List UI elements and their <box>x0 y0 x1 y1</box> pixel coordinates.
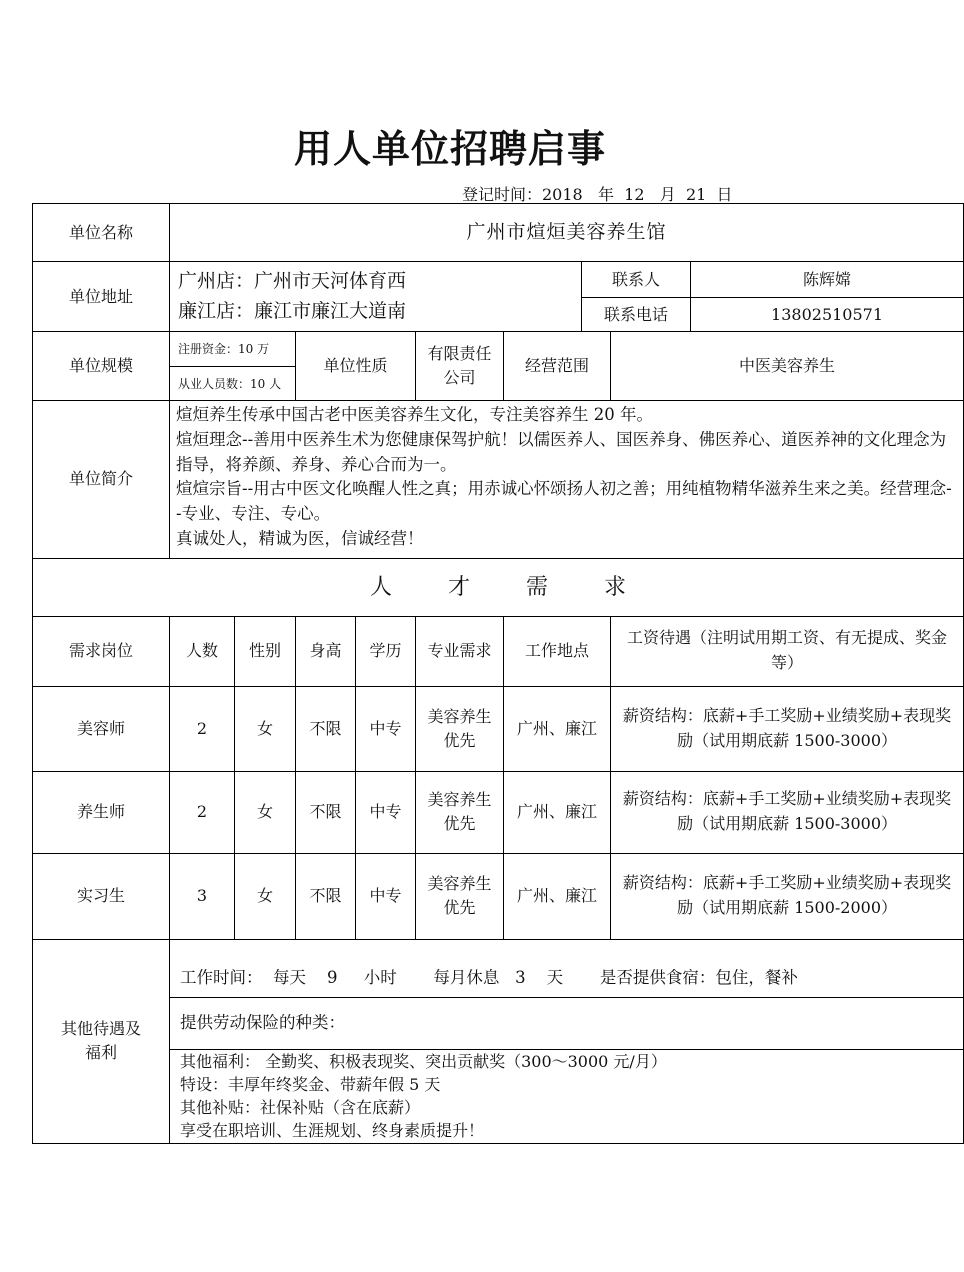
table-row <box>33 686 964 771</box>
insurance-text: 提供劳动保险的种类： <box>170 997 964 1049</box>
phone-label: 联系电话 <box>582 298 691 332</box>
gender-cell: 女 <box>235 771 296 853</box>
address-label: 单位地址 <box>33 262 170 332</box>
recruitment-form-table <box>32 203 964 1144</box>
nature-value: 有限责任公司 <box>416 332 504 401</box>
education-cell: 中专 <box>356 686 416 771</box>
scale-row <box>33 332 964 367</box>
work-time-text: 工作时间： 每天 9 小时 每月休息 3 天 是否提供食宿：包住，餐补 <box>170 939 964 997</box>
salary-cell: 薪资结构：底薪+手工奖励+业绩奖励+表现奖励（试用期底薪 1500-3000） <box>611 771 964 853</box>
talent-heading-row <box>33 558 964 616</box>
major-cell: 美容养生优先 <box>416 686 504 771</box>
address-line-lianjiang: 廉江店：廉江市廉江大道南 <box>178 299 407 322</box>
location-cell: 广州、廉江 <box>504 771 611 853</box>
col-header-education: 学历 <box>356 616 416 686</box>
location-cell: 广州、廉江 <box>504 686 611 771</box>
contact-value: 陈辉嫦 <box>691 262 964 298</box>
location-cell: 广州、廉江 <box>504 853 611 939</box>
address-line-guangzhou: 广州店：广州市天河体育西 <box>178 270 407 293</box>
education-cell: 中专 <box>356 853 416 939</box>
table-row <box>33 771 964 853</box>
height-cell: 不限 <box>296 853 356 939</box>
gender-cell: 女 <box>235 853 296 939</box>
col-header-height: 身高 <box>296 616 356 686</box>
intro-label: 单位简介 <box>33 401 170 559</box>
intro-row <box>33 401 964 559</box>
scale-label: 单位规模 <box>33 332 170 401</box>
col-header-gender: 性别 <box>235 616 296 686</box>
education-cell: 中专 <box>356 771 416 853</box>
contact-label: 联系人 <box>582 262 691 298</box>
work-time-row <box>33 939 964 997</box>
salary-cell: 薪资结构：底薪+手工奖励+业绩奖励+表现奖励（试用期底薪 1500-2000） <box>611 853 964 939</box>
count-cell: 3 <box>170 853 235 939</box>
scope-label: 经营范围 <box>504 332 611 401</box>
registered-capital: 注册资金：10 万 <box>170 332 296 367</box>
col-header-major: 专业需求 <box>416 616 504 686</box>
height-cell: 不限 <box>296 771 356 853</box>
benefit-line: 享受在职培训、生涯规划、终身素质提升！ <box>180 1121 485 1141</box>
height-cell: 不限 <box>296 686 356 771</box>
col-header-position: 需求岗位 <box>33 616 170 686</box>
insurance-row <box>33 997 964 1049</box>
unit-name-value: 广州市煊烜美容养生馆 <box>170 204 964 262</box>
position-cell: 养生师 <box>33 771 170 853</box>
gender-cell: 女 <box>235 686 296 771</box>
position-cell: 实习生 <box>33 853 170 939</box>
talent-header-row <box>33 616 964 686</box>
table-row <box>33 853 964 939</box>
other-benefits-text <box>170 1049 964 1143</box>
registration-date: 登记时间：2018 年 12 月 21 日 <box>462 185 733 204</box>
count-cell: 2 <box>170 686 235 771</box>
salary-cell: 薪资结构：底薪+手工奖励+业绩奖励+表现奖励（试用期底薪 1500-3000） <box>611 686 964 771</box>
col-header-location: 工作地点 <box>504 616 611 686</box>
intro-text <box>170 401 964 559</box>
other-benefits-row <box>33 1049 964 1143</box>
employee-count: 从业人员数：10 人 <box>170 367 296 401</box>
intro-line: 真诚处人，精诚为医，信诚经营！ <box>176 528 424 548</box>
count-cell: 2 <box>170 771 235 853</box>
phone-value: 13802510571 <box>691 298 964 332</box>
intro-line: 煊烜理念--善用中医养生术为您健康保驾护航！以儒医养人、国医养身、佛医养心、道医养神的文化理念为指导，将养颜、养身、养心合而为一。 <box>176 429 947 474</box>
col-header-count: 人数 <box>170 616 235 686</box>
benefits-label: 其他待遇及福利 <box>33 939 170 1143</box>
benefit-line: 其他补贴：社保补贴（含在底薪） <box>180 1098 421 1117</box>
benefit-line: 特设：丰厚年终奖金、带薪年假 5 天 <box>180 1074 441 1094</box>
talent-section-heading: 人 才 需 求 <box>33 558 964 616</box>
address-row <box>33 262 964 298</box>
address-value <box>170 262 582 332</box>
col-header-salary: 工资待遇（注明试用期工资、有无提成、奖金等） <box>611 616 964 686</box>
page-title: 用人单位招聘启事 <box>293 127 606 171</box>
benefit-line: 其他福利： 全勤奖、积极表现奖、突出贡献奖（300～3000 元/月） <box>180 1051 667 1071</box>
position-cell: 美容师 <box>33 686 170 771</box>
unit-name-row <box>33 204 964 262</box>
nature-label: 单位性质 <box>296 332 416 401</box>
scope-value: 中医美容养生 <box>611 332 964 401</box>
intro-line: 煊煊宗旨--用古中医文化唤醒人性之真；用赤诚心怀颂扬人初之善；用纯植物精华滋养生来之美。经营理念--专业、专注、专心。 <box>176 479 952 523</box>
major-cell: 美容养生优先 <box>416 771 504 853</box>
major-cell: 美容养生优先 <box>416 853 504 939</box>
intro-line: 煊烜养生传承中国古老中医美容养生文化，专注美容养生 20 年。 <box>176 405 653 424</box>
unit-name-label: 单位名称 <box>33 204 170 262</box>
